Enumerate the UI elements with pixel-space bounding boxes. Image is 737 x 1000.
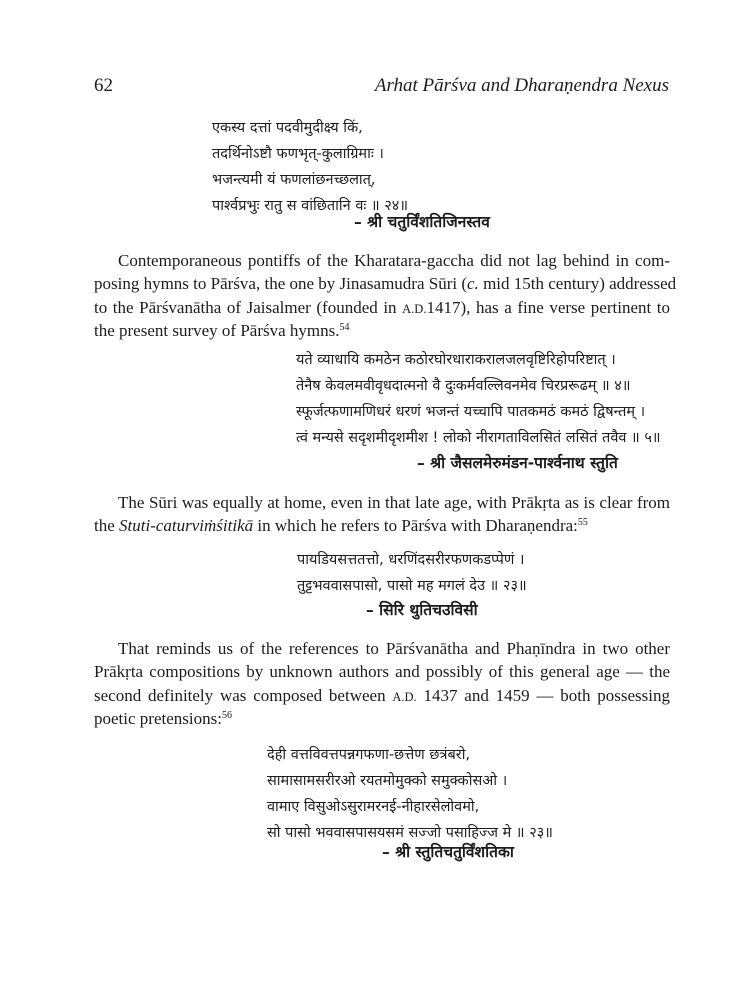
running-title: Arhat Pārśva and Dharaṇendra Nexus <box>374 75 669 96</box>
verse-4-source: – श्री स्तुतिचतुर्विंशतिका <box>382 843 514 861</box>
sanskrit-verse-1 <box>212 115 408 219</box>
verse-line: स्फूर्जत्फणामणिधरं धरणं भजन्तं यच्चापि पातकमठं कमठं द्विषन्तम् । <box>296 404 646 420</box>
paragraph-line <box>94 514 670 537</box>
verse-line: त्वं मन्यसे सदृशमीदृशमीश ! लोको नीरागताविलसितं लसितं तवैव ॥ ५॥ <box>296 430 661 446</box>
text-run: in which he refers to Pārśva with Dharaṇendra: <box>253 516 578 536</box>
paragraph-1 <box>94 249 677 343</box>
text-run: the present survey of Pārśva hymns. <box>94 321 340 341</box>
verse-line: सो पासो भववासपासयसमं सज्जो पसाहिज्ज मे ॥ २३॥ <box>267 825 553 841</box>
text-run: 1417), has a fine verse pertinent to <box>426 297 671 317</box>
paragraph-line <box>94 249 670 272</box>
prakrit-verse-4 <box>267 742 553 846</box>
text-run: The Sūri was equally at home, even in that late age, with Prākṛta as is clear from <box>118 493 670 512</box>
verse-line: तुट्टभववासपासो, पासो मह मगलं देउ ॥ २३॥ <box>297 578 527 594</box>
paragraph-line <box>94 660 670 683</box>
verse-line: तदर्थिनोऽष्टौ फणभृत्-कुलाग्रिमाः । <box>212 146 384 162</box>
text-run: Prākṛta compositions by unknown authors and possibly of this general age — the <box>94 662 670 682</box>
verse-line: देही वत्तविवत्तपन्नगफणा-छत्तेण छत्रंबरो, <box>267 747 471 763</box>
text-run: to the Pārśvanātha of Jaisalmer (founded in <box>94 297 403 317</box>
page-number: 62 <box>94 75 113 96</box>
text-run: second definitely was composed between <box>94 685 393 705</box>
verse-3-source: – सिरि थुतिचउविसी <box>366 601 478 619</box>
paragraph-line <box>94 319 670 342</box>
footnote-ref: 56 <box>221 710 232 722</box>
verse-line: तेनैष केवलमवीवृधदात्मनो वै दुःकर्मवल्लिवनमेव चिरप्ररूढम् ॥ ४॥ <box>296 378 631 394</box>
paragraph-line <box>94 637 670 660</box>
verse-line: एकस्य दत्तां पदवीमुदीक्ष्य किं, <box>212 120 363 136</box>
verse-line: सामासामसरीरओ रयतमोमुक्को समुक्कोसओ । <box>267 773 508 789</box>
verse-line: पार्श्वप्रभुः रातु स वांछितानि वः ॥ २४॥ <box>212 198 408 214</box>
paragraph-3 <box>94 637 670 731</box>
italic-text: Stuti-caturviṁśitikā <box>119 516 254 536</box>
small-caps-text: A.D. <box>392 689 417 704</box>
footnote-ref: 54 <box>339 322 350 334</box>
verse-line: भजन्त्यमी यं फणलांछनच्छलात्, <box>212 172 376 188</box>
verse-line: वामाए विसुओऽसुरामरनई-नीहारसेलोवमो, <box>267 799 480 815</box>
text-run: poetic pretensions: <box>94 709 222 729</box>
verse-line: यते व्याधायि कमठेन कठोरघोरधाराकरालजलवृष्टिरिहोपरिष्टात् । <box>296 352 616 368</box>
paragraph-line <box>94 707 670 730</box>
paragraph-line <box>94 491 670 514</box>
text-run: posing hymns to Pārśva, the one by Jinasamudra Sūri ( <box>94 274 468 294</box>
paragraph-line <box>94 272 677 295</box>
text-run: 1437 and 1459 — both possessing <box>416 685 671 705</box>
sanskrit-verse-2 <box>296 347 661 451</box>
verse-1-source: – श्री चतुर्विंशतिजिनस्तव <box>354 213 490 231</box>
verse-2-source: – श्री जैसलमेरुमंडन-पार्श्वनाथ स्तुति <box>417 454 618 472</box>
italic-text: c. <box>467 274 479 294</box>
paragraph-line <box>94 684 670 707</box>
text-run: That reminds us of the references to Pārśvanātha and Phaṇīndra in two other <box>118 639 670 658</box>
verse-line: पायडियसत्ततत्तो, धरणिंदसरीरफणकडप्पेणं । <box>297 552 525 568</box>
paragraph-2 <box>94 491 670 538</box>
paragraph-line <box>94 296 670 319</box>
text-run: the <box>94 516 120 536</box>
small-caps-text: A.D. <box>402 301 427 316</box>
footnote-ref: 55 <box>577 517 588 529</box>
text-run: Contemporaneous pontiffs of the Kharatara-gaccha did not lag behind in com- <box>118 251 670 270</box>
text-run: mid 15th century) addressed <box>478 274 677 294</box>
prakrit-verse-3 <box>297 547 527 599</box>
